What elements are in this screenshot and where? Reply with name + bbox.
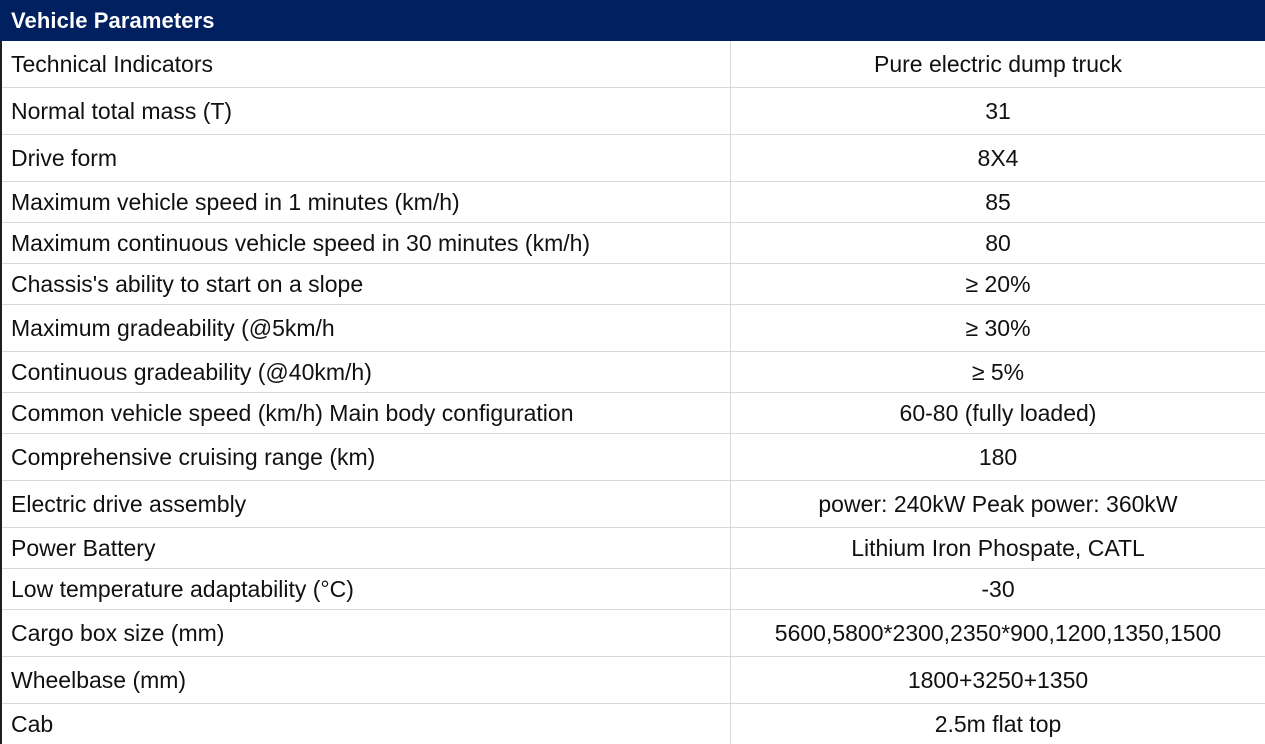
parameter-value: 2.5m flat top bbox=[934, 710, 1062, 737]
table-row bbox=[0, 223, 1265, 264]
parameter-label: Cab bbox=[0, 704, 731, 744]
parameter-label: Maximum gradeability (@5km/h bbox=[0, 305, 731, 351]
table-row bbox=[0, 528, 1265, 569]
parameter-label: Drive form bbox=[0, 135, 731, 181]
parameter-value: 8X4 bbox=[977, 144, 1019, 171]
parameter-value: Pure electric dump truck bbox=[874, 50, 1122, 77]
parameter-label: Power Battery bbox=[0, 528, 731, 568]
parameter-label: Maximum vehicle speed in 1 minutes (km/h) bbox=[0, 182, 731, 222]
table-left-border bbox=[0, 41, 2, 744]
parameter-value: Lithium Iron Phospate, CATL bbox=[851, 534, 1145, 561]
table-row bbox=[0, 704, 1265, 744]
parameter-label: Normal total mass (T) bbox=[0, 88, 731, 134]
parameter-value: 60-80 (fully loaded) bbox=[899, 399, 1097, 426]
parameter-value: 180 bbox=[978, 443, 1018, 470]
table-row bbox=[0, 393, 1265, 434]
table-row bbox=[0, 264, 1265, 305]
parameter-value: ≥ 20% bbox=[965, 270, 1031, 297]
parameter-value: 85 bbox=[985, 188, 1011, 215]
table-title: Vehicle Parameters bbox=[11, 8, 215, 33]
table-row bbox=[0, 305, 1265, 352]
parameter-label: Comprehensive cruising range (km) bbox=[0, 434, 731, 480]
parameter-value: ≥ 30% bbox=[965, 314, 1031, 341]
table-row bbox=[0, 481, 1265, 528]
parameter-value: 5600,5800*2300,2350*900,1200,1350,1500 bbox=[774, 619, 1222, 646]
table-row bbox=[0, 135, 1265, 182]
table-row bbox=[0, 434, 1265, 481]
parameter-label: Chassis's ability to start on a slope bbox=[0, 264, 731, 304]
parameter-label: Low temperature adaptability (°C) bbox=[0, 569, 731, 609]
table-header bbox=[0, 0, 1265, 41]
table-row bbox=[0, 41, 1265, 88]
parameter-value: power: 240kW Peak power: 360kW bbox=[818, 490, 1178, 517]
parameter-value: ≥ 5% bbox=[971, 358, 1025, 385]
table-row bbox=[0, 182, 1265, 223]
parameter-label: Maximum continuous vehicle speed in 30 minutes (km/h) bbox=[0, 223, 731, 263]
parameter-label: Common vehicle speed (km/h) Main body configuration bbox=[0, 393, 731, 433]
parameter-label: Cargo box size (mm) bbox=[0, 610, 731, 656]
parameter-value: 80 bbox=[985, 229, 1011, 256]
parameter-label: Continuous gradeability (@40km/h) bbox=[0, 352, 731, 392]
table-row bbox=[0, 88, 1265, 135]
parameter-value: -30 bbox=[981, 575, 1015, 602]
parameter-label: Wheelbase (mm) bbox=[0, 657, 731, 703]
table-row bbox=[0, 610, 1265, 657]
parameter-label: Technical Indicators bbox=[0, 41, 731, 87]
table-row bbox=[0, 657, 1265, 704]
table-row bbox=[0, 569, 1265, 610]
table-row bbox=[0, 352, 1265, 393]
parameter-label: Electric drive assembly bbox=[0, 481, 731, 527]
parameter-value: 1800+3250+1350 bbox=[907, 666, 1089, 693]
parameter-value: 31 bbox=[985, 97, 1011, 124]
